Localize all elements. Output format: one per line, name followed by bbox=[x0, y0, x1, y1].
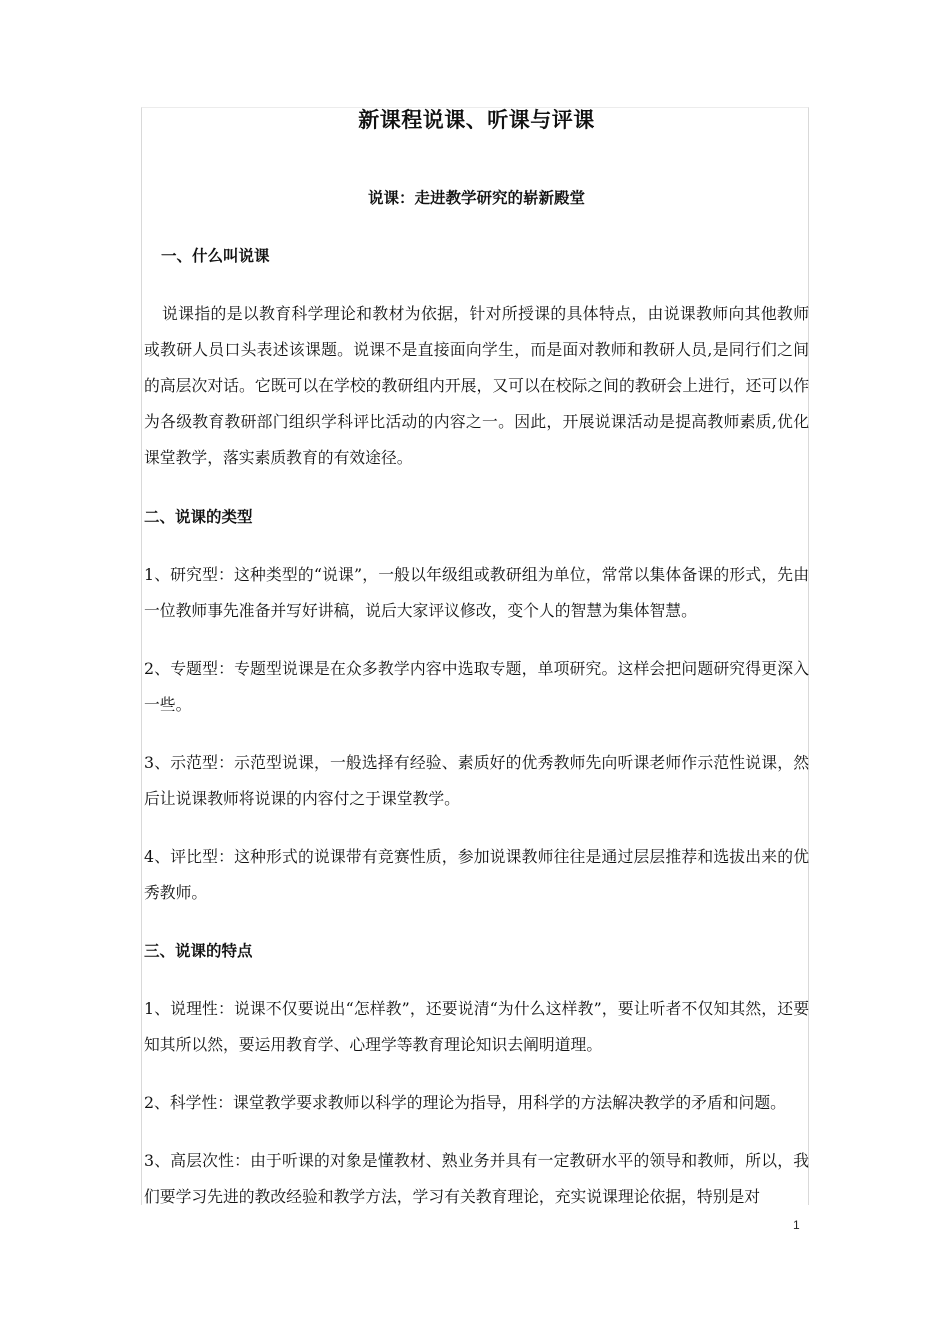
paragraph-feature-high-level: 3、高层次性：由于听课的对象是懂教材、熟业务并具有一定教研水平的领导和教师，所以，我们要学习先进的教改经验和教学方法，学习有关教育理论，充实说课理论依据，特别是对 bbox=[144, 1151, 809, 1206]
paragraph-type-demo: 3、示范型：示范型说课，一般选择有经验、素质好的优秀教师先向听课老师作示范性说课，然后让说课教师将说课的内容付之于课堂教学。 bbox=[144, 753, 809, 808]
document-subtitle: 说课：走进教学研究的崭新殿堂 bbox=[367, 189, 585, 207]
paragraph-feature-scientific: 2、科学性：课堂教学要求教师以科学的理论为指导，用科学的方法解决教学的矛盾和问题。 bbox=[144, 1093, 786, 1112]
section-heading-what-is-lecture: 一、什么叫说课 bbox=[161, 247, 270, 265]
paragraph-type-competition: 4、评比型：这种形式的说课带有竞赛性质，参加说课教师往往是通过层层推荐和选拔出来的优秀教师。 bbox=[144, 847, 809, 902]
paragraph-definition: 说课指的是以教育科学理论和教材为依据，针对所授课的具体特点，由说课教师向其他教师或教研人员口头表述该课题。说课不是直接面向学生，而是面对教师和教研人员,是同行们之间的高层次对话。它既可以在学校的教研组内开展，又可以在校际之间的教研会上进行，还可以作为各级教育教研部门组织学科评比活动的内容之一。因此，开展说课活动是提高教师素质,优化课堂教学，落实素质教育的有效途径。 bbox=[144, 304, 809, 467]
page-number: 1 bbox=[793, 1218, 800, 1232]
document-body bbox=[144, 107, 809, 1207]
paragraph-type-topic: 2、专题型：专题型说课是在众多教学内容中选取专题，单项研究。这样会把问题研究得更深入一些。 bbox=[144, 659, 809, 714]
section-heading-features: 三、说课的特点 bbox=[144, 942, 253, 960]
section-heading-types: 二、说课的类型 bbox=[144, 508, 253, 526]
document-title: 新课程说课、听课与评课 bbox=[358, 108, 595, 132]
paragraph-type-research: 1、研究型：这种类型的“说课”，一般以年级组或教研组为单位，常常以集体备课的形式，先由一位教师事先准备并写好讲稿，说后大家评议修改，变个人的智慧为集体智慧。 bbox=[144, 565, 809, 620]
paragraph-feature-reasoning: 1、说理性：说课不仅要说出“怎样教”，还要说清“为什么这样教”，要让听者不仅知其然，还要知其所以然，要运用教育学、心理学等教育理论知识去阐明道理。 bbox=[144, 999, 809, 1054]
